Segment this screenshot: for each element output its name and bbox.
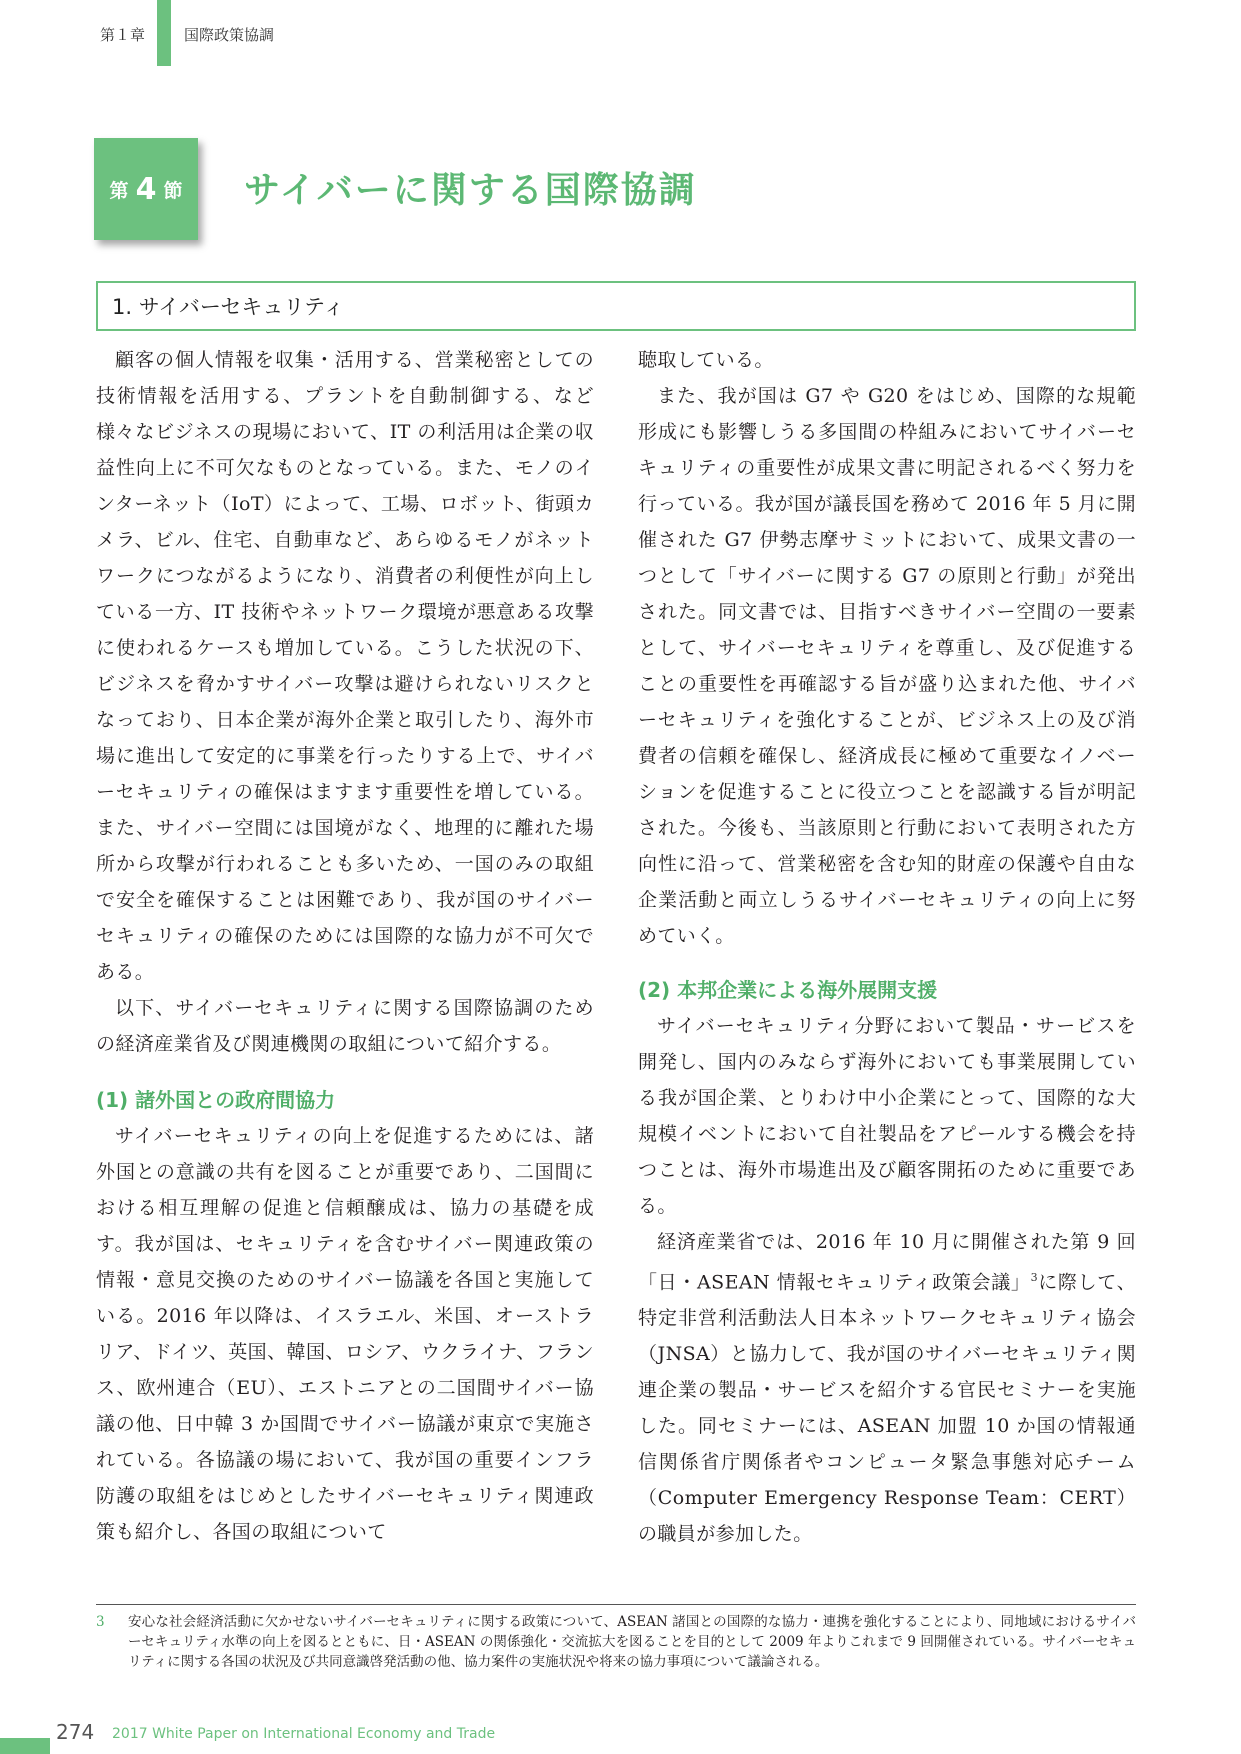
publication-title: 2017 White Paper on International Economy and Trade <box>112 1726 496 1742</box>
footnote-text: 安心な社会経済活動に欠かせないサイバーセキュリティに関する政策について、ASEAN 諸国との国際的な協力・連携を強化することにより、同地域におけるサイバーセキュリティ水準の向上を図るとともに、日・ASEAN の関係強化・交流拡大を図ることを目的として 2009 年よりこれまで 9 回開催されている。サイバーセキュリティに関する各国の状況及び共同意識啓発活動の他、協力案件の実施状況や将来の協力事項について議論される。 <box>128 1614 1136 1670</box>
footnote-number: 3 <box>96 1614 105 1630</box>
footnote-divider <box>96 1604 1136 1605</box>
section-badge-number: 4 <box>135 171 157 207</box>
paragraph <box>638 1224 1136 1552</box>
page-accent-bar <box>0 1738 50 1754</box>
page-number: 274 <box>56 1720 95 1744</box>
right-column <box>638 342 1136 1552</box>
footnote-reference[interactable]: 3 <box>1030 1271 1038 1284</box>
heading-cybersecurity-text: 1. サイバーセキュリティ <box>112 295 345 319</box>
section-badge-suffix: 節 <box>163 179 183 202</box>
paragraph: 以下、サイバーセキュリティに関する国際協調のための経済産業省及び関連機関の取組について紹介する。 <box>96 997 594 1055</box>
left-column <box>96 342 594 1550</box>
paragraph: また、我が国は G7 や G20 をはじめ、国際的な規範形成にも影響しうる多国間の枠組みにおいてサイバーセキュリティの重要性が成果文書に明記されるべく努力を行っている。我が国が議長国を務めて 2016 年 5 月に開催された G7 伊勢志摩サミットにおいて、成果文書の一つとして「サイバーに関する G7 の原則と行動」が発出された。同文書では、目指すべきサイバー空間の一要素として、サイバーセキュリティを尊重し、及び促進することの重要性を再確認する旨が盛り込まれた他、サイバーセキュリティを強化することが、ビジネス上の及び消費者の信頼を確保し、経済成長に極めて重要なイノベーションを促進することに役立つことを認識する旨が明記された。今後も、当該原則と行動において表明された方向性に沿って、営業秘密を含む知的財産の保護や自由な企業活動と両立しうるサイバーセキュリティの向上に努めていく。 <box>638 385 1136 947</box>
chapter-label: 第１章 <box>100 26 146 44</box>
footnote <box>96 1612 1136 1672</box>
paragraph: サイバーセキュリティ分野において製品・サービスを開発し、国内のみならず海外においても事業展開している我が国企業、とりわけ中小企業にとって、国際的な大規模イベントにおいて自社製品をアピールする機会を持つことは、海外市場進出及び顧客開拓のために重要である。 <box>638 1015 1136 1217</box>
header-accent-bar <box>157 0 171 66</box>
section-title: サイバーに関する国際協調 <box>244 170 697 211</box>
section-badge-prefix: 第 <box>109 179 129 202</box>
subheading-overseas-support: (2) 本邦企業による海外展開支援 <box>638 978 938 1002</box>
paragraph-text: 経済産業省では、2016 年 10 月に開催された第 9 回「日・ASEAN 情報セキュリティ政策会議」 <box>638 1231 1136 1294</box>
chapter-title: 国際政策協調 <box>184 26 275 44</box>
section-badge <box>94 138 198 240</box>
heading-cybersecurity <box>96 281 1136 331</box>
subheading-government-cooperation: (1) 諸外国との政府間協力 <box>96 1088 336 1112</box>
paragraph: 顧客の個人情報を収集・活用する、営業秘密としての技術情報を活用する、プラントを自動制御する、など様々なビジネスの現場において、IT の利活用は企業の収益性向上に不可欠なものとなっている。また、モノのインターネット（IoT）によって、工場、ロボット、街頭カメラ、ビル、住宅、自動車など、あらゆるモノがネットワークにつながるようになり、消費者の利便性が向上している一方、IT 技術やネットワーク環境が悪意ある攻撃に使われるケースも増加している。こうした状況の下、ビジネスを脅かすサイバー攻撃は避けられないリスクとなっており、日本企業が海外企業と取引したり、海外市場に進出して安定的に事業を行ったりする上で、サイバーセキュリティの確保はますます重要性を増している。また、サイバー空間には国境がなく、地理的に離れた場所から攻撃が行われることも多いため、一国のみの取組で安全を確保することは困難であり、我が国のサイバーセキュリティの確保のためには国際的な協力が不可欠である。 <box>96 349 594 983</box>
paragraph-text: に際して、特定非営利活動法人日本ネットワークセキュリティ協会（JNSA）と協力して、我が国のサイバーセキュリティ関連企業の製品・サービスを紹介する官民セミナーを実施した。同セミナーには、ASEAN 加盟 10 か国の情報通信関係省庁関係者やコンピュータ緊急事態対応チーム（Computer Emergency Response Team：CERT）の職員が参加した。 <box>638 1271 1136 1546</box>
paragraph: 聴取している。 <box>638 349 774 371</box>
paragraph: サイバーセキュリティの向上を促進するためには、諸外国との意識の共有を図ることが重要であり、二国間における相互理解の促進と信頼醸成は、協力の基礎を成す。我が国は、セキュリティを含むサイバー関連政策の情報・意見交換のためのサイバー協議を各国と実施している。2016 年以降は、イスラエル、米国、オーストラリア、ドイツ、英国、韓国、ロシア、ウクライナ、フランス、欧州連合（EU）、エストニアとの二国間サイバー協議の他、日中韓 3 か国間でサイバー協議が東京で実施されている。各協議の場において、我が国の重要インフラ防護の取組をはじめとしたサイバーセキュリティ関連政策も紹介し、各国の取組について <box>96 1125 594 1543</box>
